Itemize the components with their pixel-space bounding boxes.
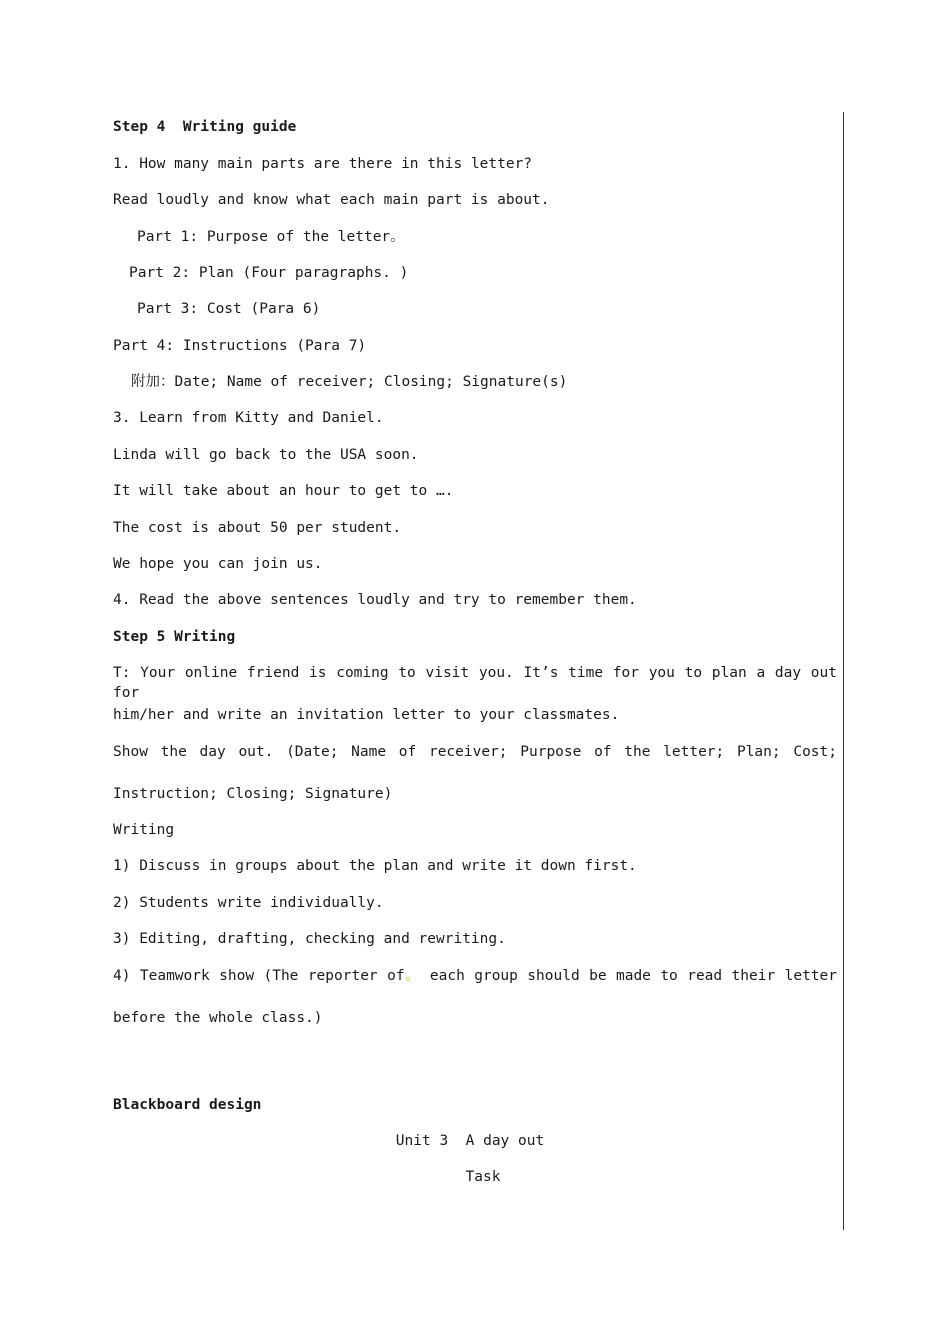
show-line-2: Instruction; Closing; Signature) [113,786,393,802]
writing-item-3: 3) Editing, drafting, checking and rewriting. [113,931,506,947]
blackboard-heading: Blackboard design [113,1097,262,1113]
question-1: 1. How many main parts are there in this letter? [113,156,533,172]
question-3: 3. Learn from Kitty and Daniel. [113,410,384,426]
part-4: Part 4: Instructions (Para 7) [113,338,367,354]
extra-note: 附加：Date; Name of receiver; Closing; Signature(s) [131,374,568,390]
item4-mark: 。 [404,968,421,984]
part-2: Part 2: Plan (Four paragraphs. ) [129,265,409,281]
item4-part-b: each group should be made to read their letter [429,968,838,984]
sentence-4: We hope you can join us. [113,556,323,572]
part-3: Part 3: Cost (Para 6) [137,301,321,317]
task-line-2: him/her and write an invitation letter to your classmates. [113,707,620,723]
margin-rule [843,112,844,1230]
blackboard-subtitle: Task [465,1169,501,1185]
show-line-1: Show the day out. (Date; Name of receiver; Purpose of the letter; Plan; Cost; [113,744,837,760]
writing-item-1: 1) Discuss in groups about the plan and write it down first. [113,858,637,874]
sentence-2: It will take about an hour to get to …. [113,483,454,499]
sentence-1: Linda will go back to the USA soon. [113,447,419,463]
sentence-3: The cost is about 50 per student. [113,520,402,536]
writing-label: Writing [113,822,175,838]
writing-item-4 [113,966,837,986]
writing-item-2: 2) Students write individually. [113,895,384,911]
item4-part-a: 4) Teamwork show (The reporter of [113,968,405,984]
blackboard-title: Unit 3 A day out [395,1133,545,1149]
step4-heading: Step 4 Writing guide [113,119,297,135]
question-4: 4. Read the above sentences loudly and try to remember them. [113,592,637,608]
writing-item-4-cont: before the whole class.) [113,1010,323,1026]
task-line-1: T: Your online friend is coming to visit you. It’s time for you to plan a day out for [113,665,837,701]
step5-heading: Step 5 Writing [113,629,236,645]
read-instruction: Read loudly and know what each main part is about. [113,192,550,208]
part-1: Part 1: Purpose of the letter。 [137,229,405,245]
